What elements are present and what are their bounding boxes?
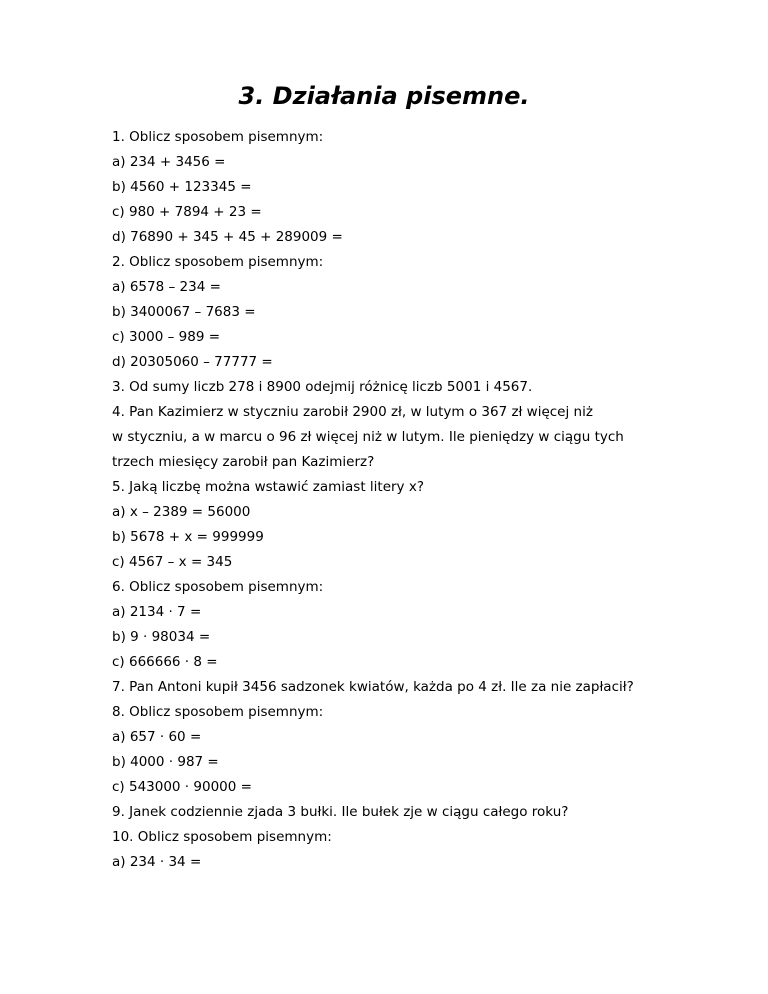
- text-line: b) 4560 + 123345 =: [112, 179, 252, 195]
- text-line: b) 9 · 98034 =: [112, 629, 211, 645]
- text-line: a) 234 · 34 =: [112, 854, 202, 870]
- text-line: a) x – 2389 = 56000: [112, 504, 251, 520]
- text-line: w styczniu, a w marcu o 96 zł więcej niż w lutym. Ile pieniędzy w ciągu tych: [112, 429, 624, 445]
- text-line: b) 5678 + x = 999999: [112, 529, 264, 545]
- page-title: 3. Działania pisemne.: [238, 82, 530, 110]
- text-line: a) 2134 · 7 =: [112, 604, 202, 620]
- text-line: 1. Oblicz sposobem pisemnym:: [112, 129, 324, 145]
- text-line: 4. Pan Kazimierz w styczniu zarobił 2900 zł, w lutym o 367 zł więcej niż: [112, 404, 593, 420]
- text-line: 9. Janek codziennie zjada 3 bułki. Ile bułek zje w ciągu całego roku?: [112, 804, 569, 820]
- text-line: a) 234 + 3456 =: [112, 154, 226, 170]
- text-line: d) 20305060 – 77777 =: [112, 354, 273, 370]
- text-line: c) 980 + 7894 + 23 =: [112, 204, 262, 220]
- text-line: b) 3400067 – 7683 =: [112, 304, 256, 320]
- text-line: a) 6578 – 234 =: [112, 279, 221, 295]
- text-line: d) 76890 + 345 + 45 + 289009 =: [112, 229, 343, 245]
- text-line: c) 543000 · 90000 =: [112, 779, 252, 795]
- exercise-list: [112, 125, 732, 875]
- text-line: 8. Oblicz sposobem pisemnym:: [112, 704, 324, 720]
- text-line: c) 666666 · 8 =: [112, 654, 218, 670]
- text-line: 5. Jaką liczbę można wstawić zamiast litery x?: [112, 479, 424, 495]
- text-line: b) 4000 · 987 =: [112, 754, 219, 770]
- text-line: c) 4567 – x = 345: [112, 554, 233, 570]
- text-line: a) 657 · 60 =: [112, 729, 202, 745]
- text-line: 7. Pan Antoni kupił 3456 sadzonek kwiatów, każda po 4 zł. Ile za nie zapłacił?: [112, 679, 634, 695]
- text-line: 2. Oblicz sposobem pisemnym:: [112, 254, 324, 270]
- text-line: 6. Oblicz sposobem pisemnym:: [112, 579, 324, 595]
- text-line: 10. Oblicz sposobem pisemnym:: [112, 829, 332, 845]
- text-line: c) 3000 – 989 =: [112, 329, 221, 345]
- text-line: 3. Od sumy liczb 278 i 8900 odejmij różnicę liczb 5001 i 4567.: [112, 379, 533, 395]
- text-line: trzech miesięcy zarobił pan Kazimierz?: [112, 454, 375, 470]
